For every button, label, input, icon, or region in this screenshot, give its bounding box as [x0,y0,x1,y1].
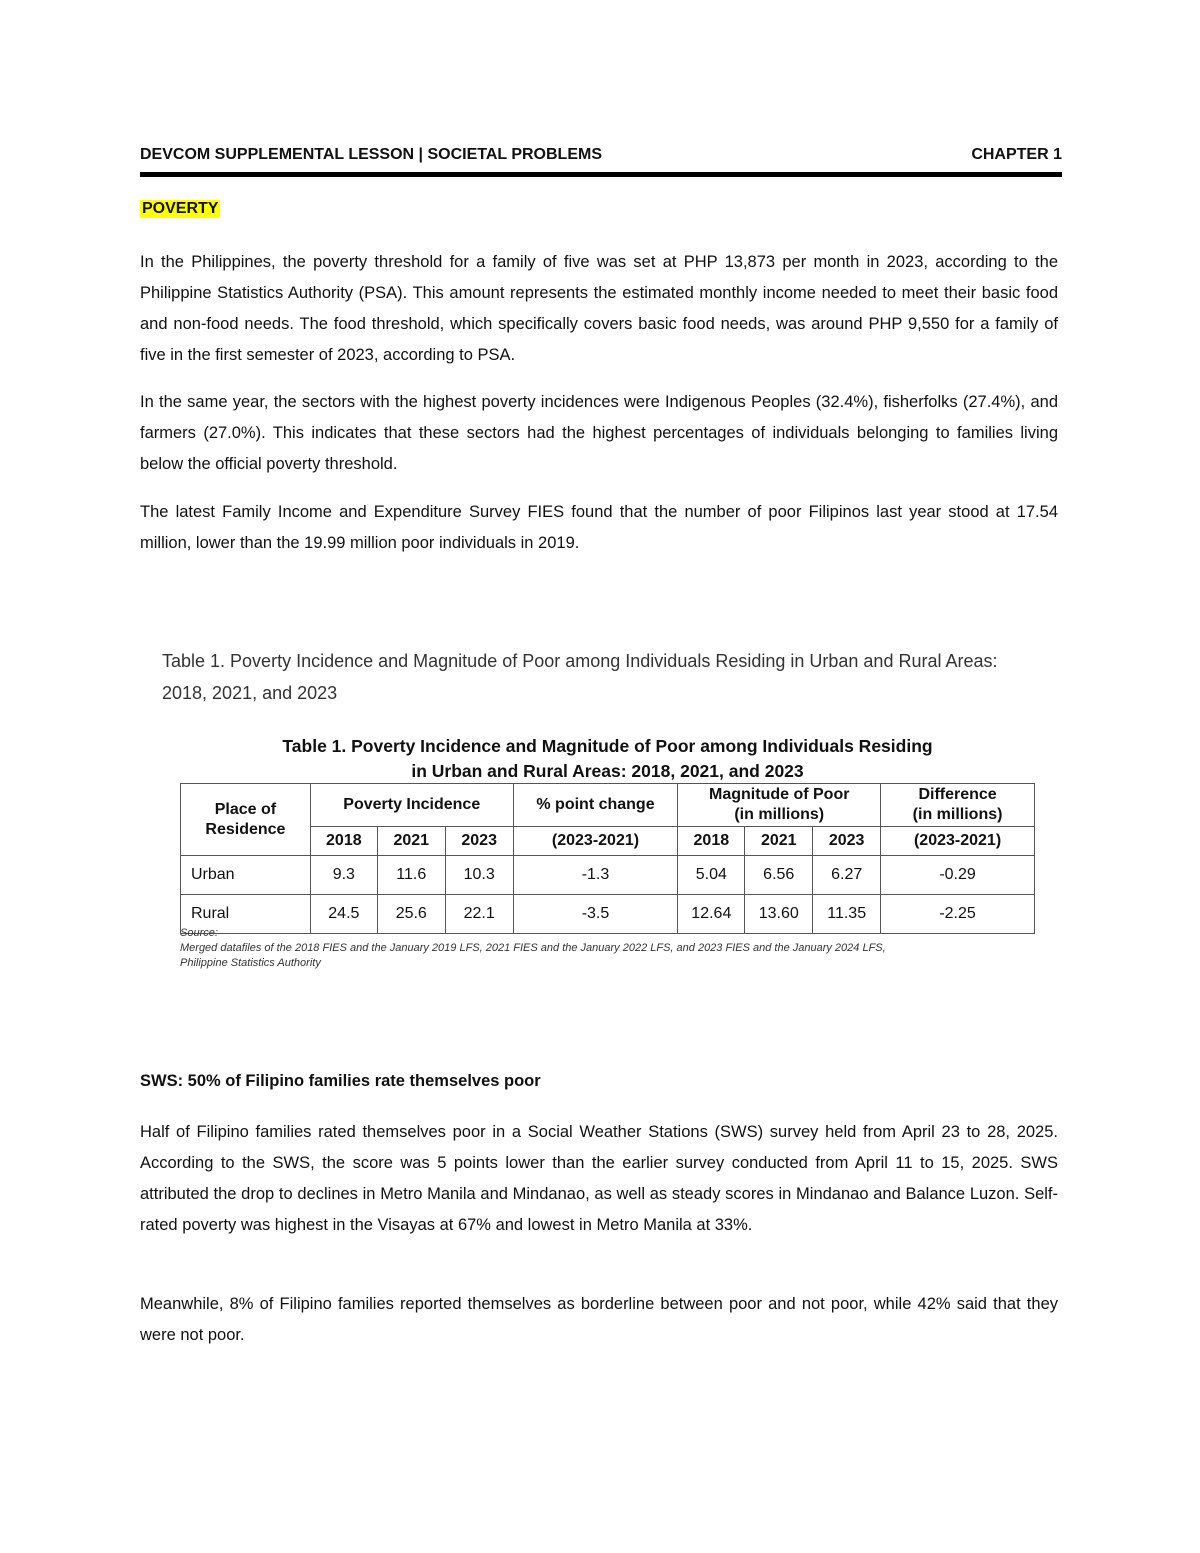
inc-year-2023: 2023 [445,827,513,856]
cell: 9.3 [310,856,377,895]
cell: 24.5 [310,895,377,934]
inc-year-2021: 2021 [377,827,445,856]
cell: 10.3 [445,856,513,895]
table-source [180,926,1050,971]
table-title [180,734,1035,784]
cell: 6.56 [745,856,813,895]
header-rule [140,172,1062,177]
cell: -1.3 [513,856,678,895]
paragraph-fies: The latest Family Income and Expenditure Survey FIES found that the number of poor Filipinos last year stood at 17.54 million, lower than the 19.99 million poor individuals in 2019. [140,503,1058,552]
sws-title: SWS: 50% of Filipino families rate themselves poor [140,1072,541,1090]
cell: 25.6 [377,895,445,934]
table-title-line2: in Urban and Rural Areas: 2018, 2021, and 2023 [411,761,804,781]
paragraph-sectors: In the same year, the sectors with the highest poverty incidences were Indigenous Peoples (32.4%), fisherfolks (27.4%), and farmers (27.0%). This indicates that these sectors had the highest percentages of individuals belonging to families living below the official poverty threshold. [140,393,1058,473]
table-title-line1: Table 1. Poverty Incidence and Magnitude of Poor among Individuals Residing [282,736,933,756]
cell-place: Rural [181,895,311,934]
cell: 6.27 [813,856,881,895]
difference-period: (2023-2021) [881,827,1035,856]
section-title: POVERTY [142,200,219,217]
mag-year-2018: 2018 [678,827,745,856]
col-change: % point change [513,784,678,827]
figure-caption: Table 1. Poverty Incidence and Magnitude of Poor among Individuals Residing in Urban and Rural Areas: 2018, 2021, and 2023 [162,651,998,703]
inc-year-2018: 2018 [310,827,377,856]
cell: 22.1 [445,895,513,934]
source-text: Merged datafiles of the 2018 FIES and the January 2019 LFS, 2021 FIES and the January 2022 LFS, and 2023 FIES and the January 2024 LFS, [180,942,886,954]
col-place: Place of Residence [181,784,311,856]
cell: 13.60 [745,895,813,934]
header-left: DEVCOM SUPPLEMENTAL LESSON | SOCIETAL PROBLEMS [140,146,602,163]
change-period: (2023-2021) [513,827,678,856]
cell: 11.35 [813,895,881,934]
source-label: Source: [180,927,218,939]
paragraph-sws-borderline: Meanwhile, 8% of Filipino families reported themselves as borderline between poor and not poor, while 42% said that they were not poor. [140,1295,1058,1344]
mag-year-2023: 2023 [813,827,881,856]
col-difference: Difference (in millions) [881,784,1035,827]
cell: -2.25 [881,895,1035,934]
cell: 12.64 [678,895,745,934]
cell-place: Urban [181,856,311,895]
cell: -3.5 [513,895,678,934]
col-magnitude: Magnitude of Poor (in millions) [678,784,881,827]
paragraph-threshold: In the Philippines, the poverty threshold for a family of five was set at PHP 13,873 per month in 2023, according to the Philippine Statistics Authority (PSA). This amount represents the estimated monthly income needed to meet their basic food and non-food needs. The food threshold, which specifically covers basic food needs, was around PHP 9,550 for a family of five in the first semester of 2023, according to PSA. [140,253,1058,364]
paragraph-sws-survey: Half of Filipino families rated themselves poor in a Social Weather Stations (SWS) survey held from April 23 to 28, 2025. According to the SWS, the score was 5 points lower than the earlier survey conducted from April 11 to 15, 2025. SWS attributed the drop to declines in Metro Manila and Mindanao, as well as steady scores in Mindanao and Balance Luzon. Self-rated poverty was highest in the Visayas at 67% and lowest in Metro Manila at 33%. [140,1123,1058,1234]
table-header-row [181,784,1035,827]
cell: -0.29 [881,856,1035,895]
table-row [181,856,1035,895]
poverty-table [180,783,1035,934]
mag-year-2021: 2021 [745,827,813,856]
source-org: Philippine Statistics Authority [180,957,321,969]
col-incidence: Poverty Incidence [310,784,513,827]
cell: 5.04 [678,856,745,895]
header-chapter: CHAPTER 1 [971,146,1062,163]
cell: 11.6 [377,856,445,895]
page-header [140,146,1062,164]
